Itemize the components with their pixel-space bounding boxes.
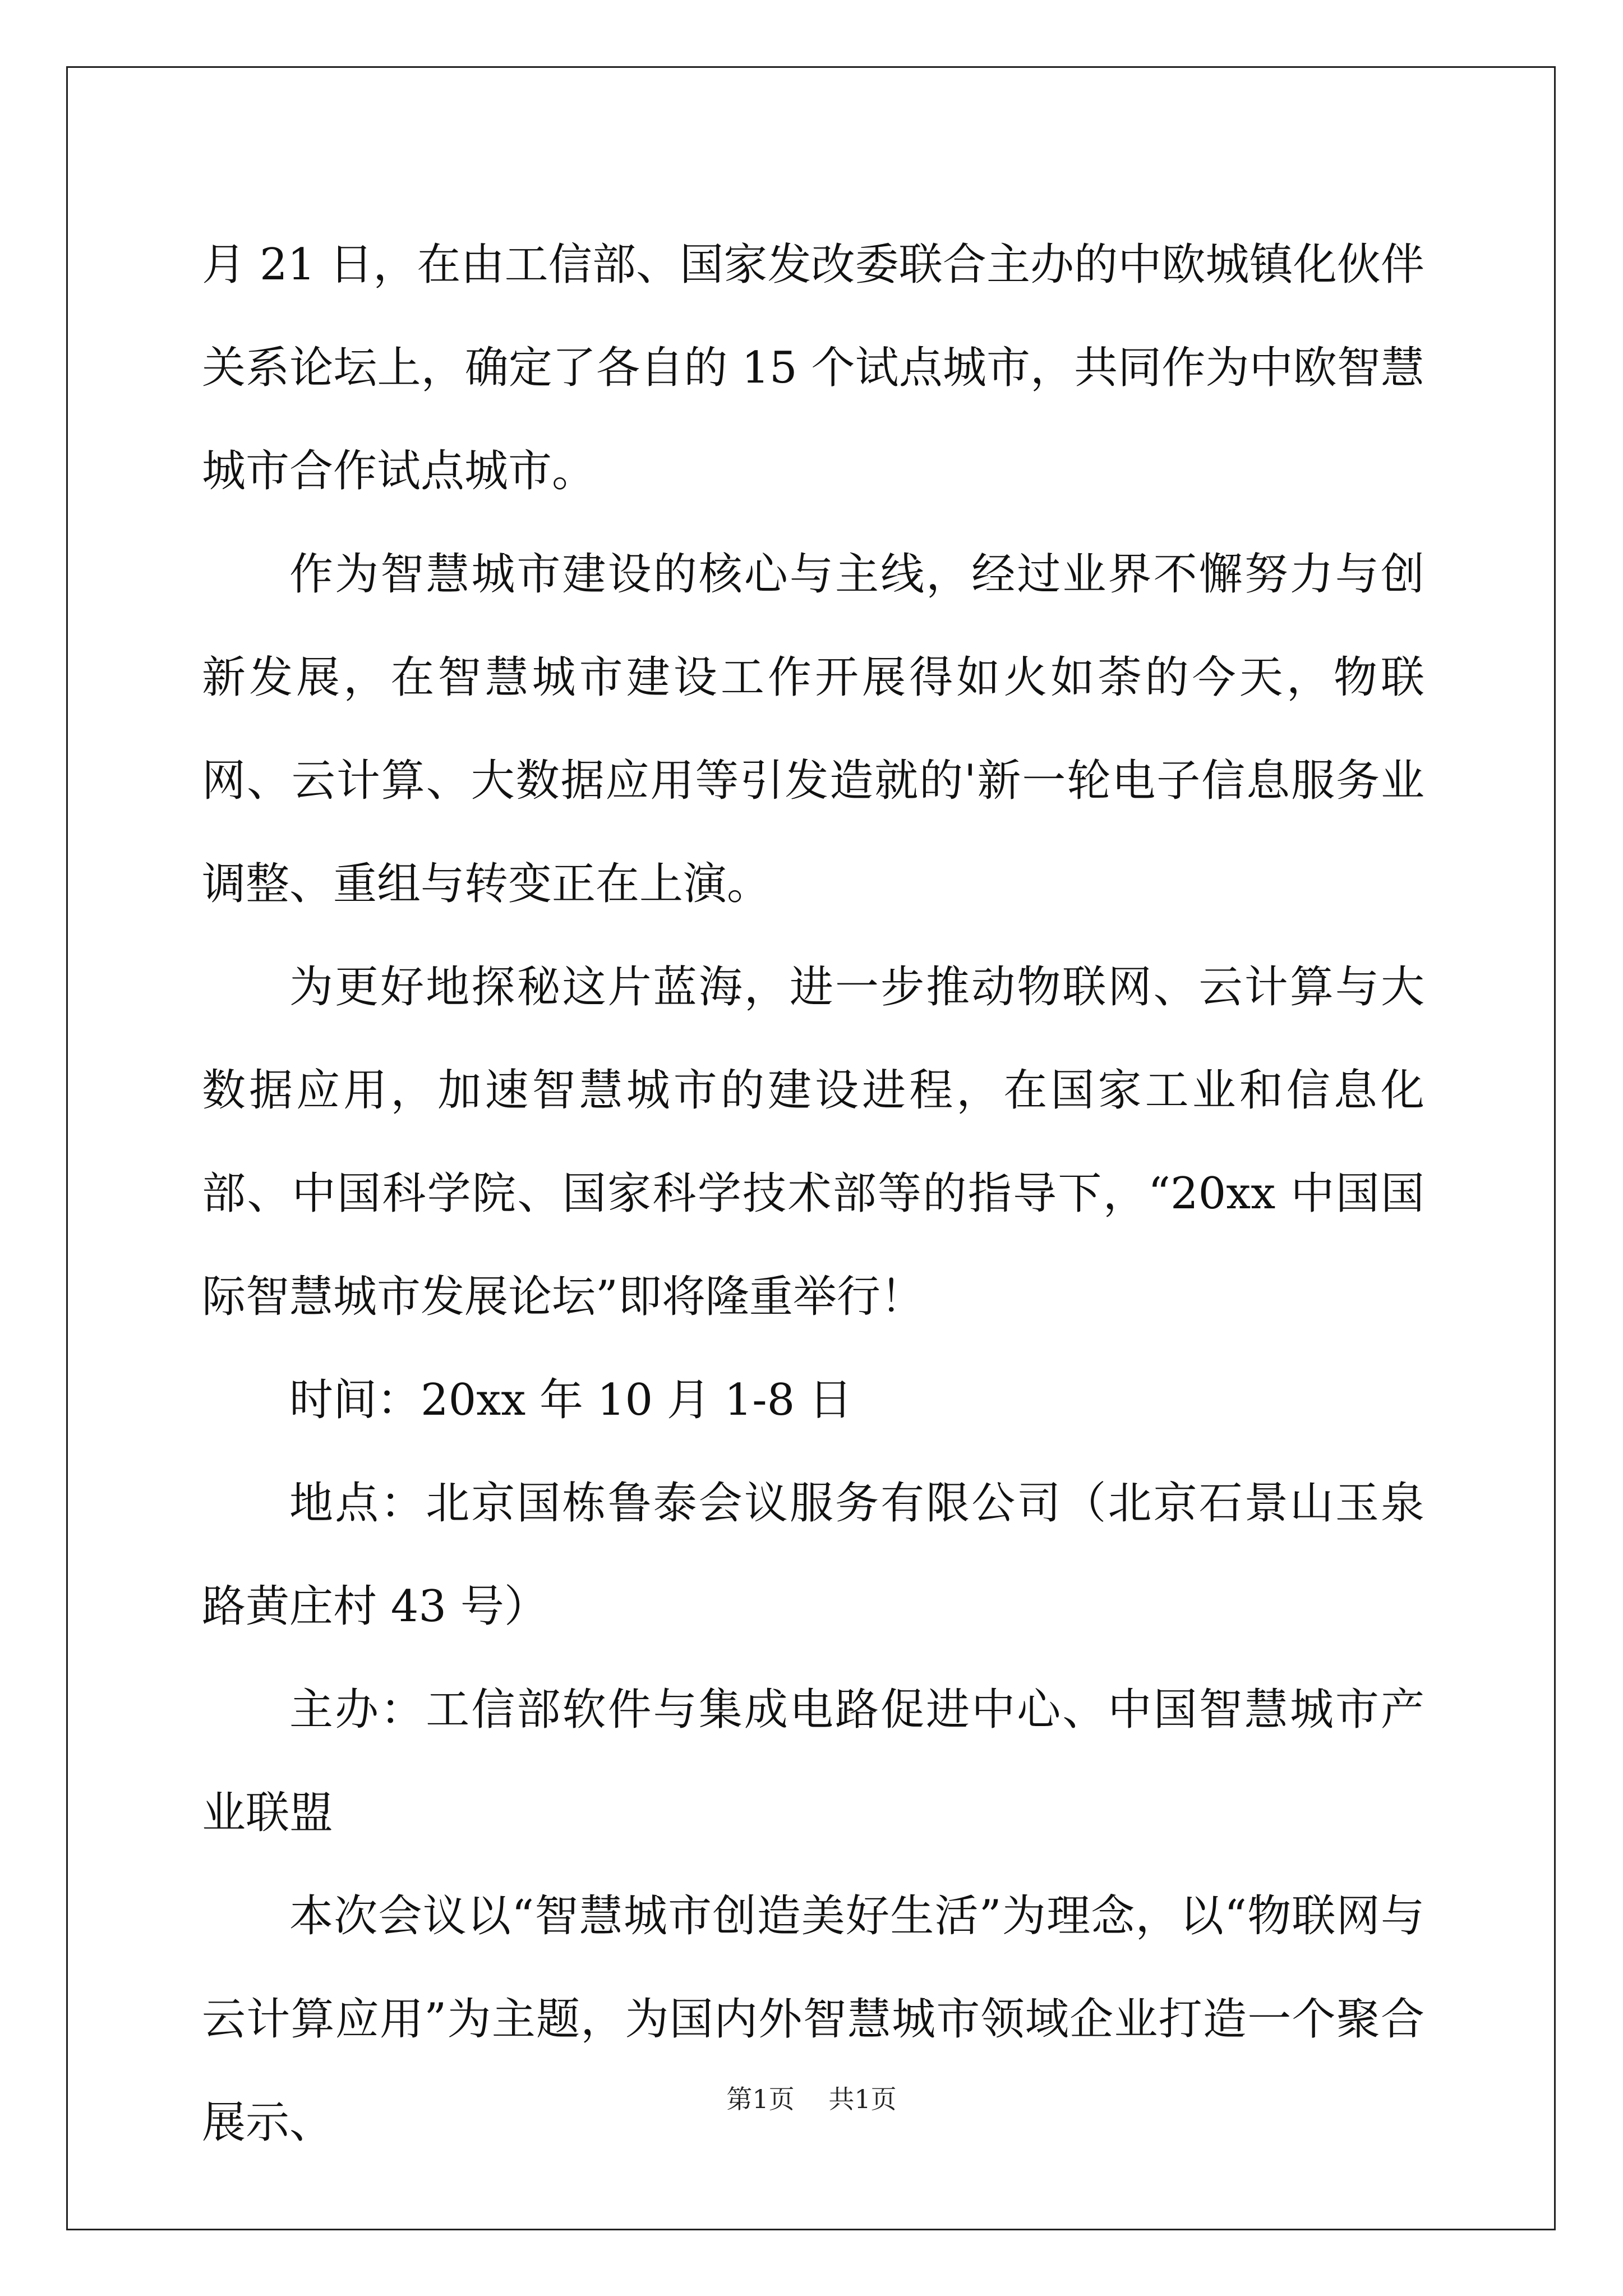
page-number: 第1页 bbox=[726, 2084, 795, 2114]
document-body bbox=[202, 213, 1424, 2174]
paragraph-3: 为更好地探秘这片蓝海，进一步推动物联网、云计算与大数据应用，加速智慧城市的建设进程，在国家工业和信息化部、中国科学院、国家科学技术部等的指导下，“20xx 中国国际智慧城市发展论坛”即将隆重举行！ bbox=[202, 962, 1424, 1322]
page-total: 共1页 bbox=[828, 2084, 897, 2114]
paragraph-2: 作为智慧城市建设的核心与主线，经过业界不懈努力与创新发展，在智慧城市建设工作开展得如火如荼的今天，物联网、云计算、大数据应用等引发造就的'新一轮电子信息服务业调整、重组与转变正在上演。 bbox=[202, 549, 1424, 909]
paragraph-organizer: 主办：工信部软件与集成电路促进中心、中国智慧城市产业联盟 bbox=[202, 1685, 1424, 1838]
paragraph-theme: 本次会议以“智慧城市创造美好生活”为理念，以“物联网与云计算应用”为主题，为国内外智慧城市领域企业打造一个聚合展示、 bbox=[202, 1891, 1424, 2148]
paragraph-location: 地点：北京国栋鲁泰会议服务有限公司（北京石景山玉泉路黄庄村 43 号） bbox=[202, 1478, 1424, 1632]
paragraph-time: 时间：20xx 年 10 月 1-8 日 bbox=[289, 1375, 853, 1425]
paragraph-1: 月 21 日，在由工信部、国家发改委联合主办的中欧城镇化伙伴关系论坛上，确定了各自的 15 个试点城市，共同作为中欧智慧城市合作试点城市。 bbox=[202, 240, 1424, 496]
page-footer bbox=[0, 2082, 1623, 2116]
